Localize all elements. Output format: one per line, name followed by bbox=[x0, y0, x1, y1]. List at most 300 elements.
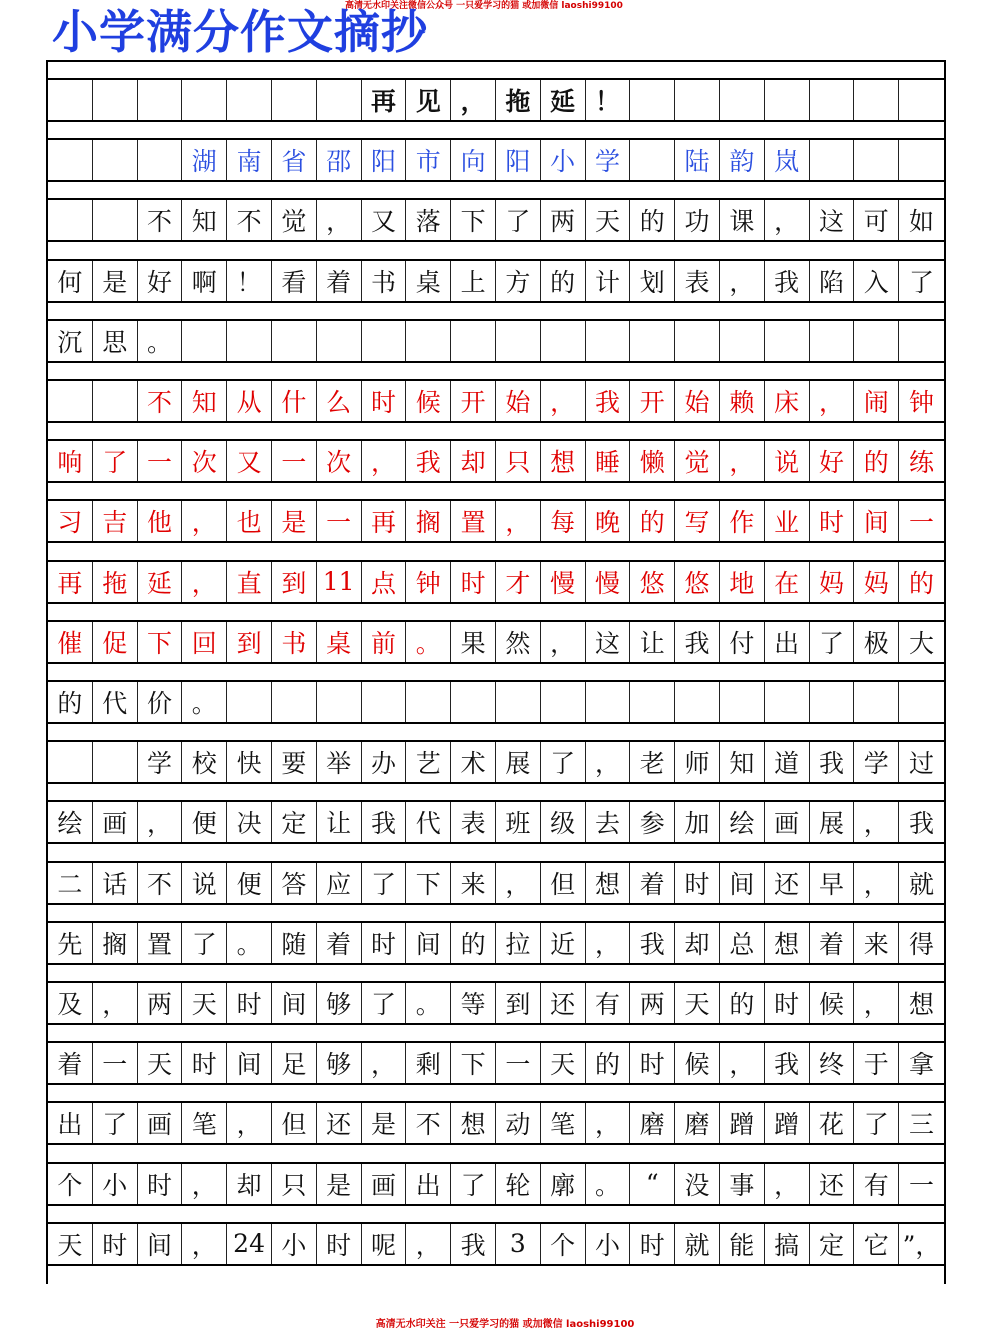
grid-cell: 见 bbox=[406, 80, 451, 120]
grid-cell bbox=[317, 80, 362, 120]
grid-cell bbox=[317, 321, 362, 361]
grid-cell: 天 bbox=[586, 200, 631, 240]
grid-cell: 的 bbox=[541, 261, 586, 301]
grid-cell: 参 bbox=[630, 802, 675, 842]
grid-cell bbox=[630, 682, 675, 722]
grid-cell: “ bbox=[630, 1164, 675, 1204]
grid-cell: 还 bbox=[317, 1103, 362, 1143]
grid-cell: 延 bbox=[138, 562, 183, 602]
grid-cell: ， bbox=[810, 381, 855, 421]
grid-cell: 画 bbox=[362, 1164, 407, 1204]
grid-cell: 天 bbox=[138, 1043, 183, 1083]
grid-cell: ， bbox=[586, 1103, 631, 1143]
grid-cell: 。 bbox=[406, 622, 451, 662]
grid-cell bbox=[810, 80, 855, 120]
grid-cell: ， bbox=[720, 1043, 765, 1083]
grid-cell: 候 bbox=[675, 1043, 720, 1083]
grid-cell: 绘 bbox=[48, 802, 93, 842]
grid-cell: 置 bbox=[138, 923, 183, 963]
grid-cell: ， bbox=[586, 923, 631, 963]
grid-cell: 两 bbox=[138, 983, 183, 1023]
grid-cell bbox=[810, 682, 855, 722]
grid-cell: 两 bbox=[541, 200, 586, 240]
grid-cell: 笔 bbox=[541, 1103, 586, 1143]
grid-cell: 。 bbox=[406, 983, 451, 1023]
grid-cell: 不 bbox=[138, 863, 183, 903]
grid-cell: 又 bbox=[227, 441, 272, 481]
grid-cell: 书 bbox=[272, 622, 317, 662]
grid-cell: 一 bbox=[93, 1043, 138, 1083]
grid-cell: 出 bbox=[48, 1103, 93, 1143]
grid-cell: 陷 bbox=[810, 261, 855, 301]
essay-line bbox=[48, 800, 944, 844]
grid-cell: 呢 bbox=[362, 1224, 407, 1264]
grid-cell bbox=[586, 321, 631, 361]
grid-cell: ， bbox=[854, 983, 899, 1023]
grid-cell: 出 bbox=[406, 1164, 451, 1204]
grid-cell bbox=[765, 80, 810, 120]
grid-cell: 书 bbox=[362, 261, 407, 301]
grid-cell: 啊 bbox=[182, 261, 227, 301]
grid-cell: 绘 bbox=[720, 802, 765, 842]
grid-cell: 到 bbox=[496, 983, 541, 1023]
grid-cell: 好 bbox=[138, 261, 183, 301]
grid-cell: 花 bbox=[810, 1103, 855, 1143]
grid-cell bbox=[138, 140, 183, 180]
grid-cell: 也 bbox=[227, 501, 272, 541]
paper-top-rule bbox=[48, 60, 944, 62]
grid-cell: 。 bbox=[227, 923, 272, 963]
grid-cell: 天 bbox=[48, 1224, 93, 1264]
grid-cell: 只 bbox=[272, 1164, 317, 1204]
grid-cell: ， bbox=[138, 802, 183, 842]
grid-cell: 想 bbox=[765, 923, 810, 963]
grid-cell: 什 bbox=[272, 381, 317, 421]
grid-cell bbox=[810, 140, 855, 180]
grid-cell: 够 bbox=[317, 983, 362, 1023]
grid-cell bbox=[227, 682, 272, 722]
grid-cell: 总 bbox=[720, 923, 765, 963]
grid-cell bbox=[93, 381, 138, 421]
grid-cell: ！ bbox=[227, 261, 272, 301]
grid-cell bbox=[93, 742, 138, 782]
grid-cell bbox=[720, 682, 765, 722]
grid-cell: 赖 bbox=[720, 381, 765, 421]
grid-cell: 时 bbox=[630, 1224, 675, 1264]
grid-cell: 懒 bbox=[630, 441, 675, 481]
grid-cell: 次 bbox=[317, 441, 362, 481]
grid-cell: 不 bbox=[138, 381, 183, 421]
grid-cell: 能 bbox=[720, 1224, 765, 1264]
grid-cell: ， bbox=[765, 200, 810, 240]
grid-cell: 只 bbox=[496, 441, 541, 481]
essay-line bbox=[48, 1041, 944, 1085]
grid-cell: ， bbox=[182, 1164, 227, 1204]
grid-cell: 得 bbox=[909, 929, 935, 959]
grid-cell: 动 bbox=[496, 1103, 541, 1143]
grid-cell: 我 bbox=[406, 441, 451, 481]
grid-cell bbox=[93, 200, 138, 240]
grid-cell: 了 bbox=[810, 622, 855, 662]
grid-cell: 还 bbox=[541, 983, 586, 1023]
grid-cell: 吉 bbox=[93, 501, 138, 541]
grid-cell: 举 bbox=[317, 742, 362, 782]
essay-line bbox=[48, 198, 944, 242]
grid-cell: 来 bbox=[451, 863, 496, 903]
grid-cell: 说 bbox=[182, 863, 227, 903]
grid-cell: 我 bbox=[586, 381, 631, 421]
grid-cell: 想 bbox=[909, 990, 935, 1019]
essay-line bbox=[48, 1222, 944, 1266]
grid-cell: 有 bbox=[854, 1164, 899, 1204]
grid-cell: 够 bbox=[317, 1043, 362, 1083]
grid-cell bbox=[48, 200, 93, 240]
grid-cell: 妈 bbox=[810, 562, 855, 602]
grid-cell bbox=[496, 321, 541, 361]
grid-cell bbox=[451, 321, 496, 361]
grid-cell: 二 bbox=[48, 863, 93, 903]
grid-cell: 小 bbox=[586, 1224, 631, 1264]
grid-cell bbox=[899, 140, 944, 180]
grid-cell: 闹 bbox=[854, 381, 899, 421]
grid-cell: 了 bbox=[362, 983, 407, 1023]
grid-cell: ， bbox=[854, 863, 899, 903]
grid-cell: 桌 bbox=[317, 622, 362, 662]
grid-cell: 计 bbox=[586, 261, 631, 301]
grid-cell: 艺 bbox=[406, 742, 451, 782]
grid-cell: 催 bbox=[48, 622, 93, 662]
grid-cell: 廓 bbox=[541, 1164, 586, 1204]
grid-cell: 足 bbox=[272, 1043, 317, 1083]
grid-cell bbox=[810, 321, 855, 361]
grid-cell: 如 bbox=[909, 207, 935, 237]
grid-cell: 间 bbox=[406, 923, 451, 963]
grid-cell: 响 bbox=[48, 441, 93, 481]
grid-cell: 个 bbox=[48, 1164, 93, 1204]
grid-cell: 有 bbox=[586, 983, 631, 1023]
essay-line bbox=[48, 740, 944, 784]
grid-cell: 时 bbox=[765, 983, 810, 1023]
essay-line bbox=[48, 259, 944, 303]
grid-cell: 先 bbox=[48, 923, 93, 963]
grid-cell: 近 bbox=[541, 923, 586, 963]
grid-cell: 才 bbox=[496, 562, 541, 602]
grid-cell: 及 bbox=[48, 983, 93, 1023]
grid-cell: 晚 bbox=[586, 501, 631, 541]
grid-cell: 是 bbox=[362, 1103, 407, 1143]
grid-cell: 一 bbox=[909, 1170, 935, 1200]
grid-cell: 我 bbox=[675, 622, 720, 662]
grid-cell: 功 bbox=[675, 200, 720, 240]
grid-cell bbox=[541, 682, 586, 722]
grid-cell: 学 bbox=[586, 140, 631, 180]
grid-cell: 练 bbox=[909, 448, 935, 478]
grid-cell: 价 bbox=[138, 682, 183, 722]
grid-cell: 何 bbox=[48, 261, 93, 301]
grid-cell: 磨 bbox=[675, 1103, 720, 1143]
grid-cell: 小 bbox=[93, 1164, 138, 1204]
grid-cell: 代 bbox=[93, 682, 138, 722]
grid-cell: 三 bbox=[909, 1110, 935, 1140]
grid-cell bbox=[48, 742, 93, 782]
grid-cell: 是 bbox=[93, 261, 138, 301]
grid-cell: ， bbox=[317, 200, 362, 240]
grid-cell: 却 bbox=[451, 441, 496, 481]
grid-cell: 答 bbox=[272, 863, 317, 903]
grid-cell: 我 bbox=[630, 923, 675, 963]
essay-line bbox=[48, 620, 944, 664]
grid-cell: 画 bbox=[93, 802, 138, 842]
grid-cell: 极 bbox=[854, 622, 899, 662]
grid-cell: 想 bbox=[541, 441, 586, 481]
grid-cell: 始 bbox=[496, 381, 541, 421]
grid-cell: 这 bbox=[586, 622, 631, 662]
grid-cell: 级 bbox=[541, 802, 586, 842]
grid-cell: 间 bbox=[720, 863, 765, 903]
grid-cell bbox=[854, 140, 899, 180]
grid-cell: 一 bbox=[496, 1043, 541, 1083]
grid-cell: 一 bbox=[317, 501, 362, 541]
grid-cell: 下 bbox=[406, 863, 451, 903]
grid-cell: 我 bbox=[362, 802, 407, 842]
grid-cell: ， bbox=[406, 1224, 451, 1264]
grid-cell: ， bbox=[362, 1043, 407, 1083]
grid-cell: 就 bbox=[909, 869, 935, 899]
grid-cell: 着 bbox=[48, 1043, 93, 1083]
grid-cell: 不 bbox=[227, 200, 272, 240]
grid-cell bbox=[317, 682, 362, 722]
essay-line bbox=[48, 861, 944, 905]
grid-cell: 还 bbox=[810, 1164, 855, 1204]
grid-cell: 作 bbox=[720, 501, 765, 541]
grid-cell: 搞 bbox=[765, 1224, 810, 1264]
grid-cell: 去 bbox=[586, 802, 631, 842]
grid-cell: 没 bbox=[675, 1164, 720, 1204]
grid-cell bbox=[48, 80, 93, 120]
grid-cell: 我 bbox=[909, 809, 935, 839]
grid-cell bbox=[675, 80, 720, 120]
grid-cell: ， bbox=[227, 1103, 272, 1143]
grid-cell: 桌 bbox=[406, 261, 451, 301]
grid-cell: ！ bbox=[586, 80, 631, 120]
grid-cell: 又 bbox=[362, 200, 407, 240]
grid-cell: 我 bbox=[765, 261, 810, 301]
grid-cell: ， bbox=[541, 381, 586, 421]
grid-cell: 着 bbox=[317, 261, 362, 301]
grid-cell: 想 bbox=[586, 863, 631, 903]
grid-cell: 觉 bbox=[675, 441, 720, 481]
essay-line bbox=[48, 499, 944, 543]
grid-cell: ， bbox=[182, 562, 227, 602]
grid-cell: 轮 bbox=[496, 1164, 541, 1204]
grid-cell: 悠 bbox=[630, 562, 675, 602]
grid-cell: 天 bbox=[675, 983, 720, 1023]
grid-cell bbox=[630, 321, 675, 361]
grid-cell: 邵 bbox=[317, 140, 362, 180]
grid-cell: 时 bbox=[630, 1043, 675, 1083]
grid-cell: 快 bbox=[227, 742, 272, 782]
grid-cell: 南 bbox=[227, 140, 272, 180]
grid-cell: 从 bbox=[227, 381, 272, 421]
essay-line bbox=[48, 1101, 944, 1145]
grid-cell: 决 bbox=[227, 802, 272, 842]
grid-cell: 想 bbox=[451, 1103, 496, 1143]
grid-cell: 时 bbox=[451, 562, 496, 602]
grid-cell: ， bbox=[362, 441, 407, 481]
grid-cell: 了 bbox=[93, 1103, 138, 1143]
grid-cell: 湖 bbox=[182, 140, 227, 180]
grid-cell: 蹭 bbox=[720, 1103, 765, 1143]
grid-cell: 24 bbox=[227, 1224, 272, 1264]
grid-cell: 天 bbox=[182, 983, 227, 1023]
grid-cell: 一 bbox=[272, 441, 317, 481]
grid-cell bbox=[720, 321, 765, 361]
grid-cell: 时 bbox=[93, 1224, 138, 1264]
grid-cell: 前 bbox=[362, 622, 407, 662]
grid-cell: 过 bbox=[909, 749, 935, 779]
grid-cell: 。 bbox=[182, 682, 227, 722]
grid-cell: 表 bbox=[451, 802, 496, 842]
grid-cell: 点 bbox=[362, 562, 407, 602]
grid-cell: 妈 bbox=[854, 562, 899, 602]
grid-cell: 的 bbox=[720, 983, 765, 1023]
grid-cell: 定 bbox=[810, 1224, 855, 1264]
grid-cell bbox=[48, 140, 93, 180]
grid-cell: 时 bbox=[227, 983, 272, 1023]
grid-cell: 候 bbox=[406, 381, 451, 421]
grid-cell: 它 bbox=[854, 1224, 899, 1264]
grid-cell: 了 bbox=[496, 200, 541, 240]
grid-cell: 下 bbox=[451, 1043, 496, 1083]
grid-cell: 次 bbox=[182, 441, 227, 481]
grid-cell bbox=[630, 80, 675, 120]
grid-cell: 展 bbox=[496, 742, 541, 782]
grid-cell: 上 bbox=[451, 261, 496, 301]
grid-cell: 拿 bbox=[909, 1050, 935, 1080]
essay-line bbox=[48, 921, 944, 965]
grid-cell: 于 bbox=[854, 1043, 899, 1083]
grid-cell bbox=[496, 682, 541, 722]
essay-title-row bbox=[48, 78, 944, 122]
grid-cell: 要 bbox=[272, 742, 317, 782]
grid-cell: 道 bbox=[765, 742, 810, 782]
grid-cell: 拖 bbox=[496, 80, 541, 120]
grid-cell: 写 bbox=[675, 501, 720, 541]
grid-cell: 的 bbox=[854, 441, 899, 481]
grid-cell: 定 bbox=[272, 802, 317, 842]
grid-cell: 思 bbox=[93, 321, 138, 361]
grid-cell: 拖 bbox=[93, 562, 138, 602]
grid-cell: 时 bbox=[138, 1164, 183, 1204]
grid-cell: 候 bbox=[810, 983, 855, 1023]
grid-cell: 时 bbox=[317, 1224, 362, 1264]
author-row bbox=[48, 138, 944, 182]
grid-cell: 时 bbox=[675, 863, 720, 903]
grid-cell: 觉 bbox=[272, 200, 317, 240]
grid-cell: 11 bbox=[317, 562, 362, 602]
grid-cell: 应 bbox=[317, 863, 362, 903]
grid-cell: 延 bbox=[541, 80, 586, 120]
grid-cell bbox=[586, 682, 631, 722]
grid-cell: 然 bbox=[496, 622, 541, 662]
grid-cell: 我 bbox=[810, 742, 855, 782]
grid-cell: 业 bbox=[765, 501, 810, 541]
grid-cell: 不 bbox=[138, 200, 183, 240]
grid-cell bbox=[541, 321, 586, 361]
grid-cell: 间 bbox=[854, 501, 899, 541]
essay-line bbox=[48, 1162, 944, 1206]
grid-cell: 术 bbox=[451, 742, 496, 782]
grid-cell: 阳 bbox=[362, 140, 407, 180]
grid-cell: 老 bbox=[630, 742, 675, 782]
grid-cell: 再 bbox=[48, 562, 93, 602]
grid-cell: 向 bbox=[451, 140, 496, 180]
grid-cell bbox=[854, 80, 899, 120]
grid-cell bbox=[854, 321, 899, 361]
grid-cell: 知 bbox=[720, 742, 765, 782]
grid-cell: 下 bbox=[138, 622, 183, 662]
grid-cell bbox=[138, 80, 183, 120]
grid-cell: 了 bbox=[541, 742, 586, 782]
grid-cell: 校 bbox=[182, 742, 227, 782]
grid-cell: 下 bbox=[451, 200, 496, 240]
grid-cell: 知 bbox=[182, 381, 227, 421]
grid-cell: 大 bbox=[909, 628, 935, 658]
grid-cell: 他 bbox=[138, 501, 183, 541]
grid-cell: 笔 bbox=[182, 1103, 227, 1143]
grid-cell: 睡 bbox=[586, 441, 631, 481]
grid-cell: 早 bbox=[810, 863, 855, 903]
grid-cell: 了 bbox=[362, 863, 407, 903]
grid-cell: ”， bbox=[902, 1230, 941, 1260]
grid-cell bbox=[93, 80, 138, 120]
grid-cell: 却 bbox=[675, 923, 720, 963]
grid-cell: 落 bbox=[406, 200, 451, 240]
grid-cell: 磨 bbox=[630, 1103, 675, 1143]
grid-cell: 出 bbox=[765, 622, 810, 662]
grid-cell: 还 bbox=[765, 863, 810, 903]
grid-cell: 3 bbox=[496, 1224, 541, 1264]
grid-cell: 。 bbox=[138, 321, 183, 361]
grid-cell: 钟 bbox=[909, 388, 935, 417]
grid-cell: 间 bbox=[138, 1224, 183, 1264]
grid-cell bbox=[899, 321, 944, 361]
grid-cell bbox=[630, 140, 675, 180]
grid-cell bbox=[720, 80, 765, 120]
grid-cell: 置 bbox=[451, 501, 496, 541]
grid-cell bbox=[362, 682, 407, 722]
grid-cell: 表 bbox=[675, 261, 720, 301]
grid-cell: 随 bbox=[272, 923, 317, 963]
grid-cell: 是 bbox=[317, 1164, 362, 1204]
grid-cell: 间 bbox=[272, 983, 317, 1023]
grid-cell: 的 bbox=[451, 923, 496, 963]
grid-cell: 我 bbox=[765, 1043, 810, 1083]
essay-line bbox=[48, 680, 944, 724]
grid-cell: 了 bbox=[854, 1103, 899, 1143]
grid-cell: 阳 bbox=[496, 140, 541, 180]
grid-cell: 两 bbox=[630, 983, 675, 1023]
grid-cell bbox=[675, 321, 720, 361]
grid-cell: 的 bbox=[48, 682, 93, 722]
grid-cell: 学 bbox=[854, 742, 899, 782]
grid-cell: 就 bbox=[675, 1224, 720, 1264]
grid-cell: ， bbox=[720, 261, 765, 301]
grid-cell: 小 bbox=[541, 140, 586, 180]
grid-cell: ， bbox=[854, 802, 899, 842]
grid-cell: 省 bbox=[272, 140, 317, 180]
grid-cell: 可 bbox=[854, 200, 899, 240]
